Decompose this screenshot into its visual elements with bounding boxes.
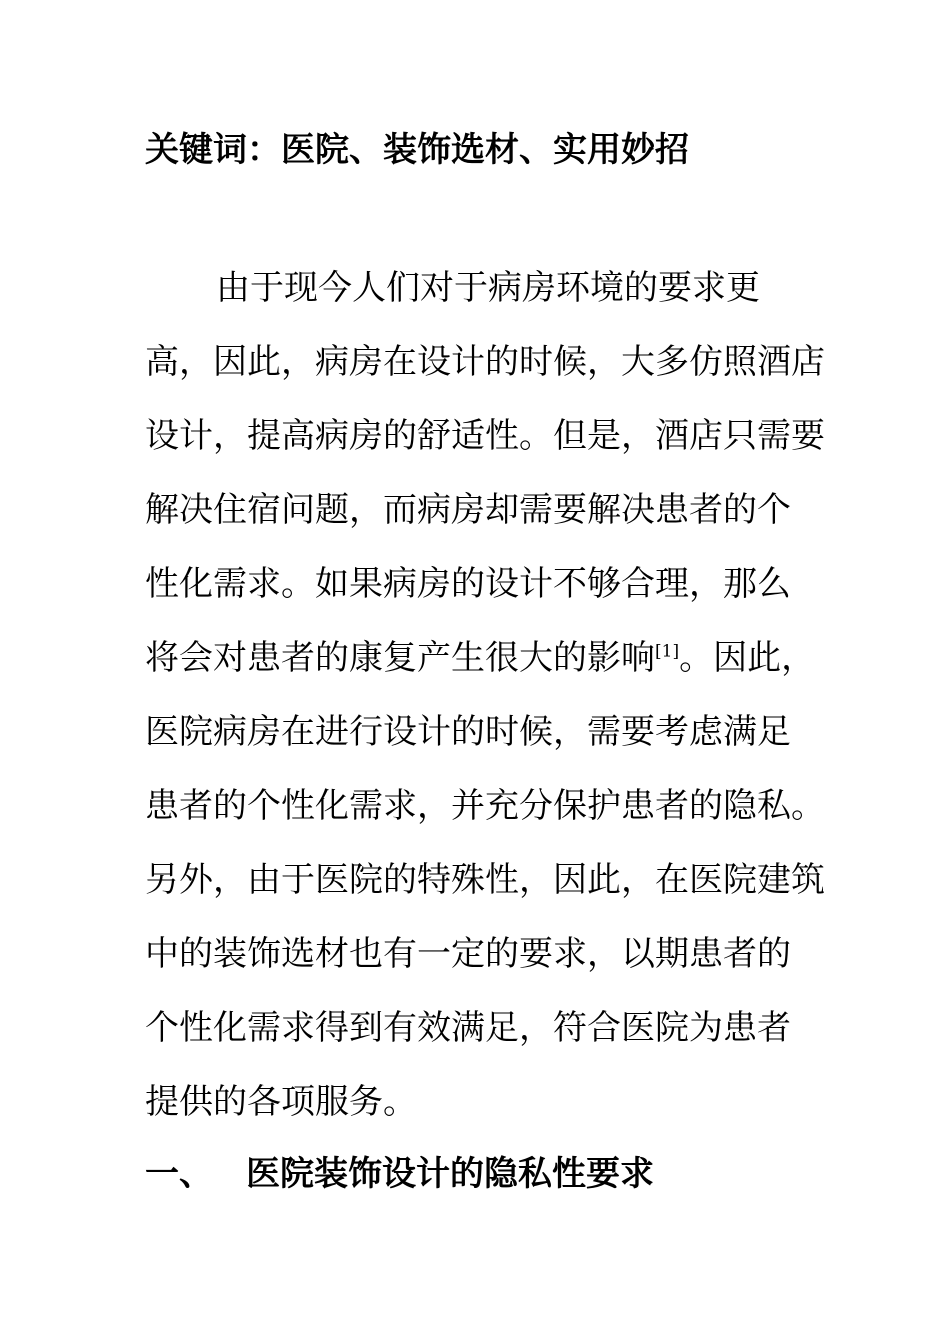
paragraph-line: 性化需求。如果病房的设计不够合理，那么 xyxy=(145,564,791,604)
keywords-line: 关键词：医院、装饰选材、实用妙招 xyxy=(145,130,689,170)
paragraph-line: 患者的个性化需求，并充分保护患者的隐私。 xyxy=(145,786,825,826)
paragraph-line: 另外，由于医院的特殊性，因此，在医院建筑 xyxy=(145,860,825,900)
paragraph-text: 将会对患者的康复产生很大的影响 xyxy=(145,638,655,678)
section-number: 一、 xyxy=(145,1154,213,1194)
paragraph-line: 高，因此，病房在设计的时候，大多仿照酒店 xyxy=(145,342,825,382)
body-paragraph xyxy=(145,262,845,1150)
section-heading xyxy=(145,1148,654,1200)
section-title: 医院装饰设计的隐私性要求 xyxy=(246,1154,654,1194)
paragraph-line-with-citation xyxy=(145,632,845,706)
paragraph-line: 设计，提高病房的舒适性。但是，酒店只需要 xyxy=(145,416,825,456)
paragraph-line: 由于现今人们对于病房环境的要求更 xyxy=(216,268,760,308)
paragraph-line: 提供的各项服务。 xyxy=(145,1082,417,1122)
paragraph-line: 中的装饰选材也有一定的要求，以期患者的 xyxy=(145,934,791,974)
paragraph-line: 解决住宿问题，而病房却需要解决患者的个 xyxy=(145,490,791,530)
paragraph-line: 个性化需求得到有效满足，符合医院为患者 xyxy=(145,1008,791,1048)
citation-reference: [1] xyxy=(655,641,680,662)
paragraph-line: 医院病房在进行设计的时候，需要考虑满足 xyxy=(145,712,791,752)
paragraph-text: 。因此， xyxy=(679,638,816,678)
